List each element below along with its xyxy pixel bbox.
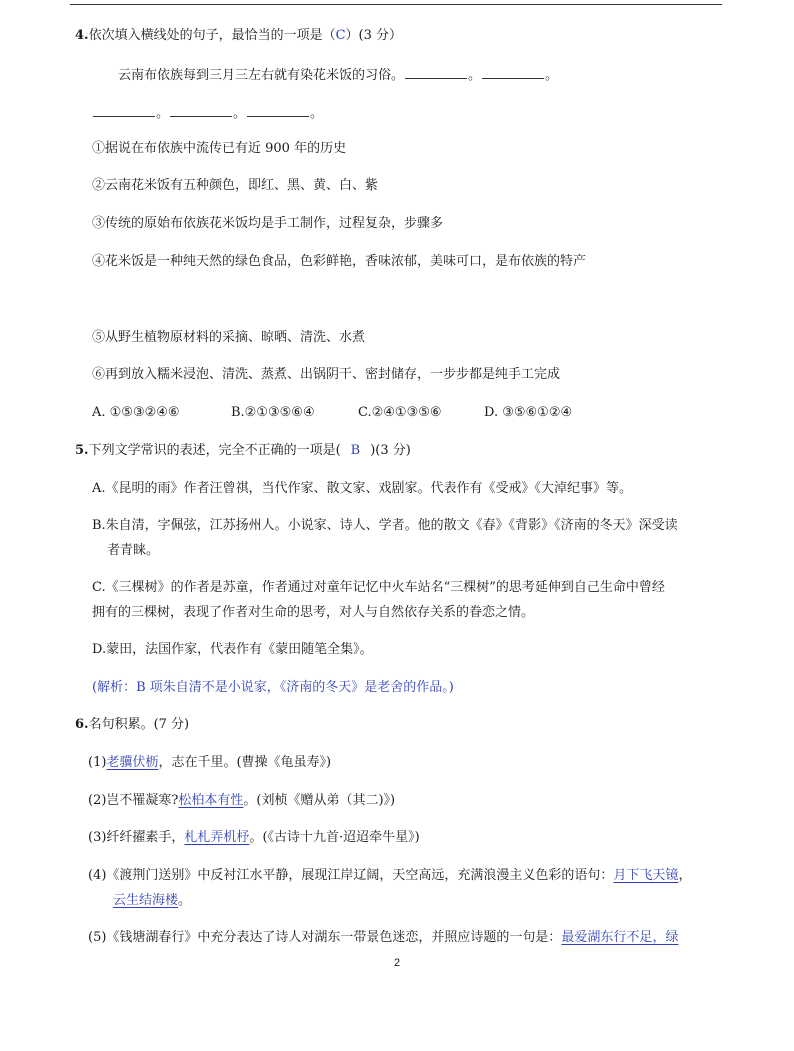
blank xyxy=(405,66,467,79)
q6-item-2 xyxy=(88,792,395,810)
q6-item-5-text: (5)《钱塘湖春行》中充分表达了诗人对湖东一带景色迷恋，并照应诗题的一句是： xyxy=(88,930,562,945)
period: 。 xyxy=(545,68,559,83)
q4-option-6: ⑥再到放入糯米浸泡、清洗、蒸煮、出锅阴干、密封储存，一步步都是纯手工完成 xyxy=(92,367,561,382)
period: 。 xyxy=(233,106,247,121)
q4-stem xyxy=(75,27,402,45)
q6-item-4-line2 xyxy=(113,892,191,910)
q4-option-1: ①据说在布依族中流传已有近 900 年的历史 xyxy=(92,141,347,156)
q6-item-4-text: (4)《渡荆门送别》中反衬江水平静，展现江岸辽阔，天空高远，充满浪漫主义色彩的语句： xyxy=(88,868,614,883)
q6-item-3 xyxy=(88,829,420,847)
q6-item-answer: 老骥伏枥 xyxy=(106,755,159,770)
q5-option-b-line2: 者青睐。 xyxy=(107,543,160,558)
q6-item-5-tail: ，绿 xyxy=(652,930,679,945)
q5-option-c-line2: 拥有的三棵树，表现了作者对生命的思考，对人与自然依存关系的眷恋之情。 xyxy=(92,605,535,620)
q4-choice-a: A. ①⑤③②④⑥ xyxy=(92,405,180,420)
q5-stem-after: )(3 分) xyxy=(370,443,411,458)
q6-stem-text: 名句积累。(7 分) xyxy=(88,717,190,732)
q6-item-prefix: (1) xyxy=(88,755,107,770)
comma: ， xyxy=(678,868,692,883)
q6-item-5-answer: 最爱湖东行不足 xyxy=(561,930,653,945)
q6-item-4-answer-2: 云生结海楼 xyxy=(113,893,179,908)
q4-choice-d: D. ③⑤⑥①②④ xyxy=(484,405,573,420)
q5-option-d: D.蒙田，法国作家，代表作有《蒙田随笔全集》。 xyxy=(92,642,373,657)
q5-stem-before: 下列文学常识的表述，完全不正确的一项是( xyxy=(88,443,341,458)
q6-item-answer: 札札弄机杼 xyxy=(184,830,250,845)
q6-item-rest: ，志在千里。(曹操《龟虽寿》) xyxy=(158,755,332,770)
q6-number: 6. xyxy=(75,717,89,732)
q5-stem xyxy=(75,442,411,460)
q4-stem-before: 依次填入横线处的句子，最恰当的一项是（ xyxy=(88,28,336,43)
blank xyxy=(482,66,544,79)
q5-analysis: (解析：B 项朱自清不是小说家，《济南的冬天》是老舍的作品。) xyxy=(92,680,454,695)
q6-item-4-line1 xyxy=(88,867,691,885)
q4-option-3: ③传统的原始布依族花米饭均是手工制作，过程复杂，步骤多 xyxy=(92,216,444,231)
blank xyxy=(170,104,232,117)
q4-option-5: ⑤从野生植物原材料的采摘、晾晒、清洗、水煮 xyxy=(92,330,366,345)
q6-stem xyxy=(75,716,189,734)
q5-option-a: A.《昆明的雨》作者汪曾祺，当代作家、散文家、戏剧家。代表作有《受戒》《大淖纪事》等。 xyxy=(92,481,633,496)
q4-stem-after: ）(3 分） xyxy=(345,28,403,43)
q6-item-1 xyxy=(88,754,331,772)
period: 。 xyxy=(468,68,482,83)
q4-option-4: ④花米饭是一种纯天然的绿色食品，色彩鲜艳，香味浓郁，美味可口，是布依族的特产 xyxy=(92,254,587,269)
q4-blank-line xyxy=(92,104,323,123)
q4-passage-text: 云南布依族每到三月三左右就有染花米饭的习俗。 xyxy=(118,68,405,83)
q6-item-4-answer-1: 月下飞天镜 xyxy=(613,868,679,883)
q4-passage xyxy=(118,66,558,85)
q6-item-prefix: (2)岂不罹凝寒? xyxy=(88,793,179,808)
blank xyxy=(247,104,309,117)
period: 。 xyxy=(310,106,324,121)
q6-item-5 xyxy=(88,929,678,947)
blank xyxy=(93,104,155,117)
q4-answer: C xyxy=(335,28,346,43)
q5-number: 5. xyxy=(75,443,89,458)
page-number: 2 xyxy=(393,957,401,969)
q5-option-c-line1: C.《三棵树》的作者是苏童，作者通过对童年记忆中火车站名“三棵树”的思考延伸到自己生命中曾经 xyxy=(92,580,665,595)
q4-option-2: ②云南花米饭有五种颜色，即红、黑、黄、白、紫 xyxy=(92,178,379,193)
q6-item-rest: 。(刘桢《赠从弟（其二)》) xyxy=(243,793,396,808)
q6-item-rest: 。(《古诗十九首·迢迢牵牛星》) xyxy=(249,830,420,845)
q6-item-answer: 松柏本有性 xyxy=(178,793,244,808)
period: 。 xyxy=(178,893,192,908)
q4-choice-c: C.②④①③⑤⑥ xyxy=(358,405,442,420)
q5-option-b-line1: B.朱自清，字佩弦，江苏扬州人。小说家、诗人、学者。他的散文《春》《背影》《济南的冬天》深受读 xyxy=(92,518,678,533)
period: 。 xyxy=(156,106,170,121)
q5-answer: B xyxy=(350,443,361,458)
top-rule xyxy=(70,4,722,5)
q4-choice-b: B.②①③⑤⑥④ xyxy=(231,405,315,420)
q6-item-prefix: (3)纤纤擢素手， xyxy=(88,830,185,845)
q4-number: 4. xyxy=(75,28,89,43)
